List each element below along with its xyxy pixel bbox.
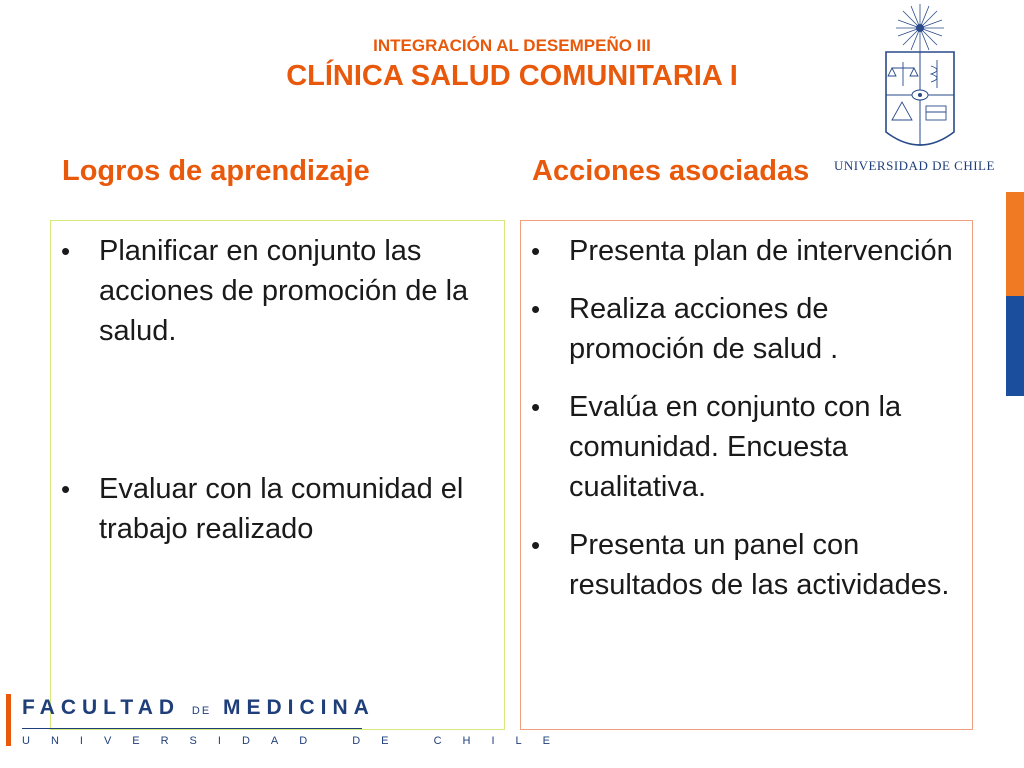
list-item — [521, 387, 961, 507]
bullet-icon: • — [531, 392, 541, 422]
associated-actions-heading: Acciones asociadas — [532, 155, 810, 187]
list-item-text: Evaluar con la comunidad el trabajo realizado — [99, 473, 464, 545]
list-item — [51, 469, 491, 549]
learning-outcomes-list — [51, 231, 491, 549]
list-item-text: Presenta un panel con resultados de las actividades. — [569, 529, 950, 601]
slide-title: CLÍNICA SALUD COMUNITARIA I — [286, 60, 738, 92]
faculty-name-connector: DE — [191, 705, 212, 717]
list-item-text: Presenta plan de intervención — [569, 235, 953, 267]
bullet-icon: • — [531, 530, 541, 560]
faculty-name-part1: FACULTAD — [22, 696, 181, 719]
list-item — [521, 289, 961, 369]
list-item-text: Planificar en conjunto las acciones de promoción de la salud. — [99, 235, 469, 347]
bullet-icon: • — [531, 294, 541, 324]
slide-subtitle: INTEGRACIÓN AL DESEMPEÑO III — [373, 36, 651, 55]
bullet-icon: • — [61, 236, 71, 266]
list-item — [521, 231, 961, 271]
faculty-logo-divider — [22, 728, 362, 729]
list-item — [51, 231, 491, 351]
faculty-logo-university: UNIVERSIDAD DE CHILE — [22, 735, 571, 747]
university-label: UNIVERSIDAD DE CHILE — [834, 158, 995, 173]
learning-outcomes-heading: Logros de aprendizaje — [62, 155, 370, 187]
list-item-text: Realiza acciones de promoción de salud . — [569, 293, 839, 365]
faculty-name-part2: MEDICINA — [223, 696, 375, 719]
faculty-logo-bar — [6, 694, 11, 746]
accent-bar-orange — [1006, 192, 1024, 296]
list-item-text: Evalúa en conjunto con la comunidad. Encuesta cualitativa. — [569, 391, 902, 503]
learning-outcomes-box — [50, 220, 505, 730]
bullet-icon: • — [531, 236, 541, 266]
university-crest-icon — [878, 0, 962, 160]
accent-bar-blue — [1006, 296, 1024, 396]
list-item — [521, 525, 961, 605]
associated-actions-box — [520, 220, 973, 730]
associated-actions-list — [521, 231, 961, 623]
faculty-logo-title — [22, 696, 375, 720]
bullet-icon: • — [61, 474, 71, 504]
